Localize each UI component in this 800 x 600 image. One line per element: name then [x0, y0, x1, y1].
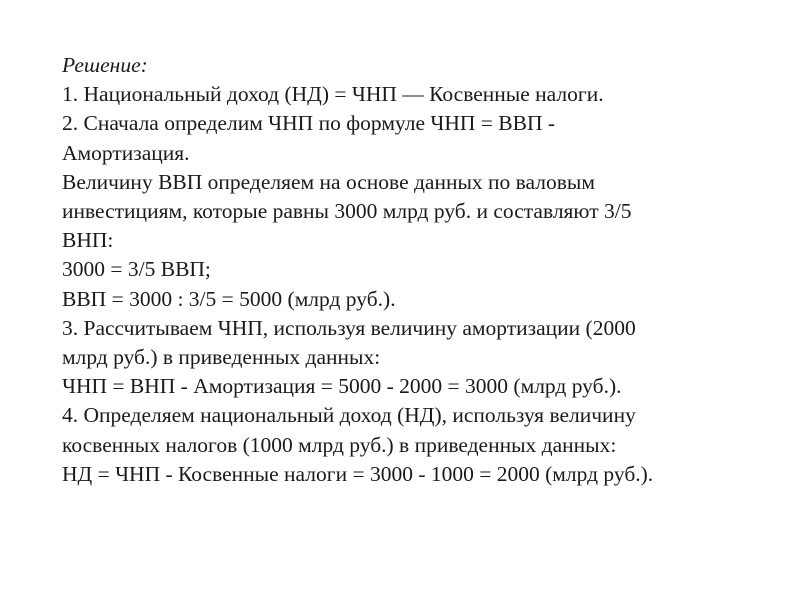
text-line: 2. Сначала определим ЧНП по формуле ЧНП = ВВП - — [62, 111, 556, 136]
text-line: НД = ЧНП - Косвенные налоги = 3000 - 1000 = 2000 (млрд руб.). — [62, 461, 654, 486]
text-line: 4. Определяем национальный доход (НД), используя величину — [62, 403, 636, 428]
text-line: ВВП = 3000 : 3/5 = 5000 (млрд руб.). — [62, 286, 396, 311]
text-line: 3. Рассчитываем ЧНП, используя величину амортизации (2000 — [62, 315, 636, 340]
text-line: Величину ВВП определяем на основе данных по валовым — [62, 169, 595, 194]
text-line: 1. Национальный доход (НД) = ЧНП — Косвенные налоги. — [62, 82, 604, 107]
text-line: инвестициям, которые равны 3000 млрд руб. и составляют 3/5 — [62, 199, 632, 224]
solution-heading: Решение: — [62, 53, 148, 77]
text-line: Амортизация. — [62, 140, 190, 165]
solution-text-block — [62, 51, 762, 489]
text-line: ЧНП = ВНП - Амортизация = 5000 - 2000 = 3000 (млрд руб.). — [62, 374, 622, 399]
text-line: ВНП: — [62, 228, 114, 253]
text-line: 3000 = 3/5 ВВП; — [62, 257, 211, 282]
text-line: млрд руб.) в приведенных данных: — [62, 345, 381, 370]
text-line: косвенных налогов (1000 млрд руб.) в приведенных данных: — [62, 432, 617, 457]
